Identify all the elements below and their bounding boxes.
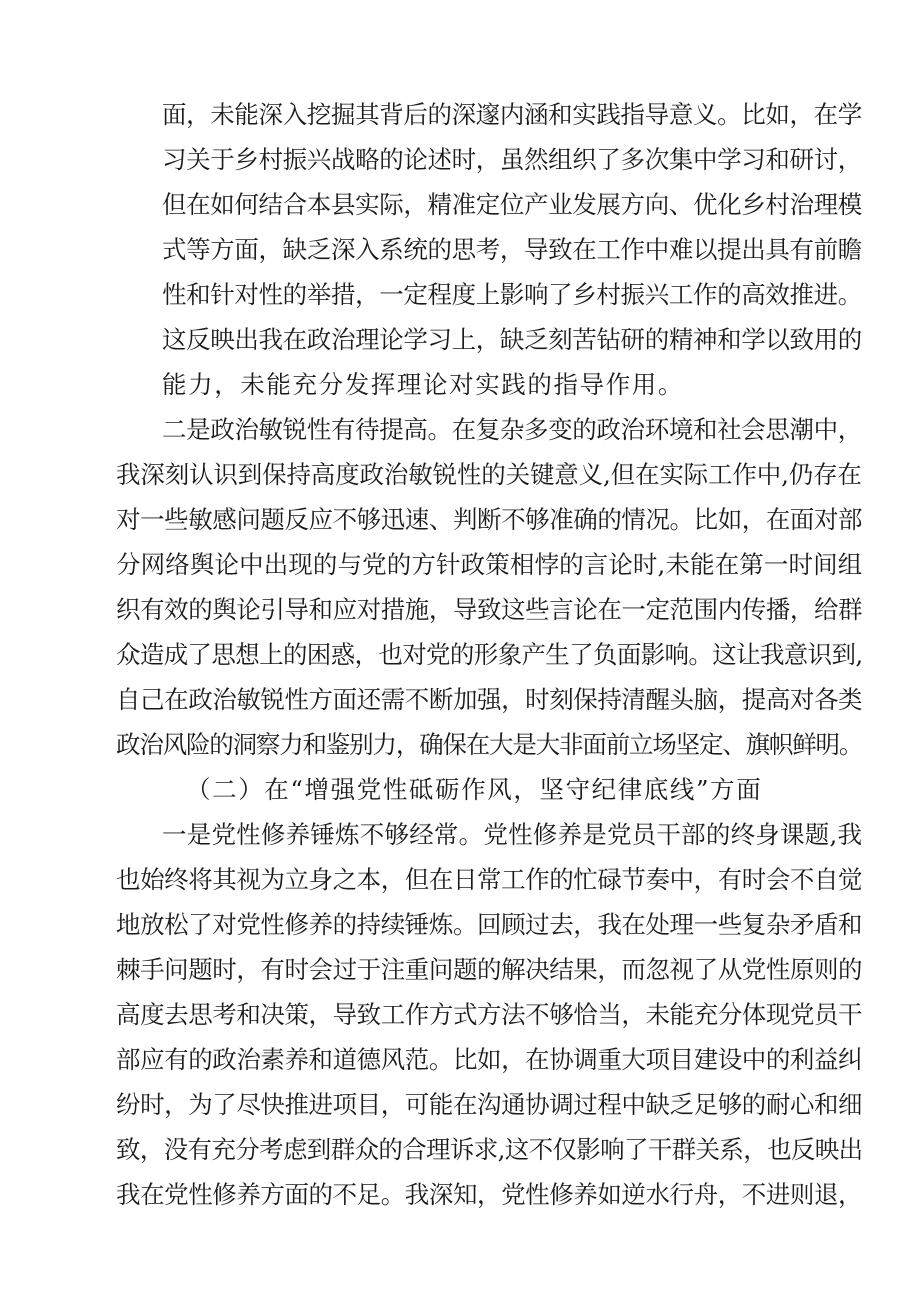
- text-line: 致，没有充分考虑到群众的合理诉求,这不仅影响了干群关系，也反映出: [116, 1135, 863, 1164]
- text-line: 习关于乡村振兴战略的论述时，虽然组织了多次集中学习和研讨，: [162, 145, 862, 174]
- text-line: 地放松了对党性修养的持续锤炼。回顾过去，我在处理一些复杂矛盾和: [116, 910, 863, 939]
- text-line: 能力，未能充分发挥理论对实践的指导作用。: [162, 370, 684, 399]
- text-line: 性和针对性的举措，一定程度上影响了乡村振兴工作的高效推进。: [162, 280, 862, 309]
- text-line: 但在如何结合本县实际，精准定位产业发展方向、优化乡村治理模: [162, 190, 862, 219]
- text-line: 我在党性修养方面的不足。我深知，党性修养如逆水行舟，不进则退，: [116, 1180, 863, 1209]
- text-line: 政治风险的洞察力和鉴别力，确保在大是大非面前立场坚定、旗帜鲜明。: [116, 730, 863, 759]
- text-line: 这反映出我在政治理论学习上，缺乏刻苦钻研的精神和学以致用的: [162, 325, 862, 354]
- paragraph-start-line: 二是政治敏锐性有待提高。在复杂多变的政治环境和社会思潮中，: [162, 415, 862, 444]
- text-line: 高度去思考和决策，导致工作方式方法不够恰当，未能充分体现党员干: [116, 1000, 863, 1029]
- text-line: 众造成了思想上的困惑，也对党的形象产生了负面影响。这让我意识到,: [116, 640, 863, 669]
- text-line: 式等方面，缺乏深入系统的思考，导致在工作中难以提出具有前瞻: [162, 235, 862, 264]
- text-line: 棘手问题时，有时会过于注重问题的解决结果，而忽视了从党性原则的: [116, 955, 863, 984]
- text-line: 我深刻认识到保持高度政治敏锐性的关键意义,但在实际工作中,仍存在: [116, 460, 862, 489]
- text-line: 织有效的舆论引导和应对措施，导致这些言论在一定范围内传播，给群: [116, 595, 863, 624]
- text-line: 部应有的政治素养和道德风范。比如，在协调重大项目建设中的利益纠: [116, 1045, 863, 1074]
- text-line: 也始终将其视为立身之本，但在日常工作的忙碌节奏中，有时会不自觉: [116, 865, 863, 894]
- paragraph-start-line: 一是党性修养锤炼不够经常。党性修养是党员干部的终身课题,我: [162, 820, 863, 849]
- text-line: 面，未能深入挖掘其背后的深邃内涵和实践指导意义。比如，在学: [162, 100, 862, 129]
- text-line: 对一些敏感问题反应不够迅速、判断不够准确的情况。比如，在面对部: [116, 505, 863, 534]
- text-line: 自己在政治敏锐性方面还需不断加强，时刻保持清醒头脑，提高对各类: [116, 685, 863, 714]
- section-heading: （二）在“增强党性砥砺作风，坚守纪律底线”方面: [186, 775, 763, 804]
- text-line: 纷时，为了尽快推进项目，可能在沟通协调过程中缺乏足够的耐心和细: [116, 1090, 863, 1119]
- text-line: 分网络舆论中出现的与党的方针政策相悖的言论时,未能在第一时间组: [116, 550, 863, 579]
